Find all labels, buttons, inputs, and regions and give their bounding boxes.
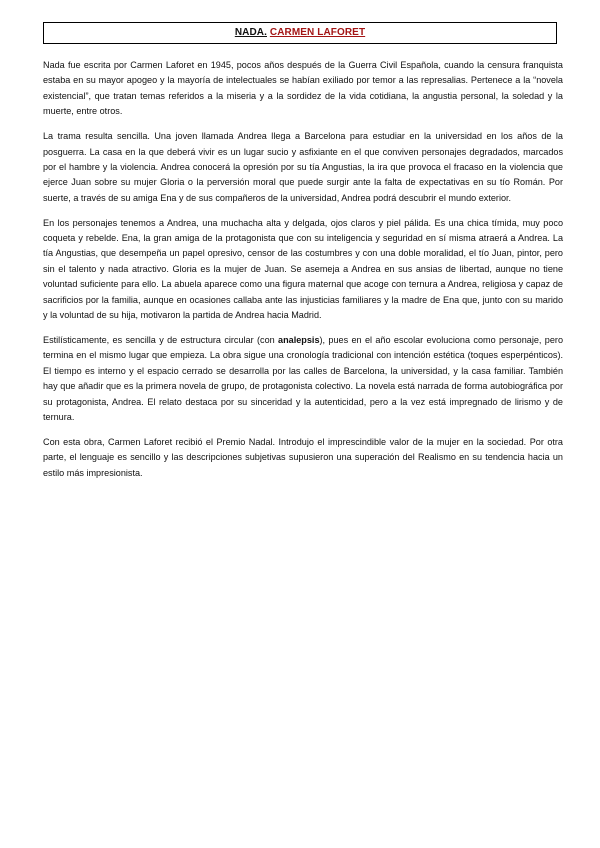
paragraph-conclusion: Con esta obra, Carmen Laforet recibió el Premio Nadal. Introdujo el imprescindible valor de la mujer en la sociedad. Por otra parte, el lenguaje es sencillo y las descripciones subjetivas supusieron una superación del Realismo en su tendencia hacia un estilo más impresionista. [43, 436, 563, 478]
paragraph-style-start: Estilísticamente, es sencilla y de estructura circular (con [43, 335, 279, 345]
document-title-box [43, 22, 557, 44]
title-work-name: NADA. [234, 27, 267, 38]
document-body [43, 58, 563, 491]
title-author-name: CARMEN LAFORET [269, 27, 366, 38]
paragraph-style-end: ), pues en el año escolar evoluciona como personaje, pero termina en el mismo lugar que empieza. La obra sigue una cronología tradicional con intención estética (toques esperpénticos). El tiempo es interno y el espacio cerrado se desarrolla por las calles de Barcelona, la universidad, y la casa familiar. También hay que añadir que es la primera novela de grupo, de protagonista colectivo. La novela está narrada de forma autobiográfica por su protagonista, Andrea. El relato destaca por su sinceridad y la autenticidad, pero a la vez está impregnado de lirismo y de ternura. [43, 335, 563, 423]
paragraph-plot: La trama resulta sencilla. Una joven llamada Andrea llega a Barcelona para estudiar en la universidad en los años de la posguerra. La casa en la que deberá vivir es un lugar sucio y asfixiante en el que conviven personajes degradados, marcados por el hambre y la violencia. Andrea conocerá la opresión por su tía Angustias, la ira que provoca el fracaso en la violencia que ejerce Juan sobre su mujer Gloria o la perversión moral que puede surgir ante la falta de expectativas en su tío Román. Por suerte, a través de su amiga Ena y de sus compañeros de la universidad, Andrea podrá descubrir el mundo exterior. [43, 131, 563, 203]
paragraph-characters: En los personajes tenemos a Andrea, una muchacha alta y delgada, ojos claros y piel pálida. Es una chica tímida, muy poco coqueta y rebelde. Ena, la gran amiga de la protagonista que con su inteligencia y seguridad en sí misma atraerá a Andrea. La tía Angustias, que desempeña un papel opresivo, censor de las costumbres y con una doble moralidad, el tío Juan, pintor, pero sin el talento y nada atractivo. Gloria es la mujer de Juan. Se asemeja a Andrea en sus ansias de libertad, aunque no tiene voluntad suficiente para ello. La abuela aparece como una figura maternal que acoge con ternura a Andrea, religiosa y capaz de sacrificios por la familia, aunque en ocasiones callaba ante las injusticias familiares y la madre de Ena que, junto con su marido y la voluntad de su hija, motivaron la partida de Andrea hacia Madrid. [43, 217, 563, 321]
paragraph-style [43, 333, 563, 425]
paragraph-introduction: Nada fue escrita por Carmen Laforet en 1945, pocos años después de la Guerra Civil Española, cuando la censura franquista estaba en su mayor apogeo y la mayoría de intelectuales se habían exiliado por temor a las represalias. Pertenece a la “novela existencial”, que tratan temas referidos a la miseria y a la sordidez de la vida cotidiana, la angustia personal, la soledad y la muerte, entre otros. [43, 60, 563, 117]
paragraph-style-bold-term: analepsis [278, 335, 320, 345]
